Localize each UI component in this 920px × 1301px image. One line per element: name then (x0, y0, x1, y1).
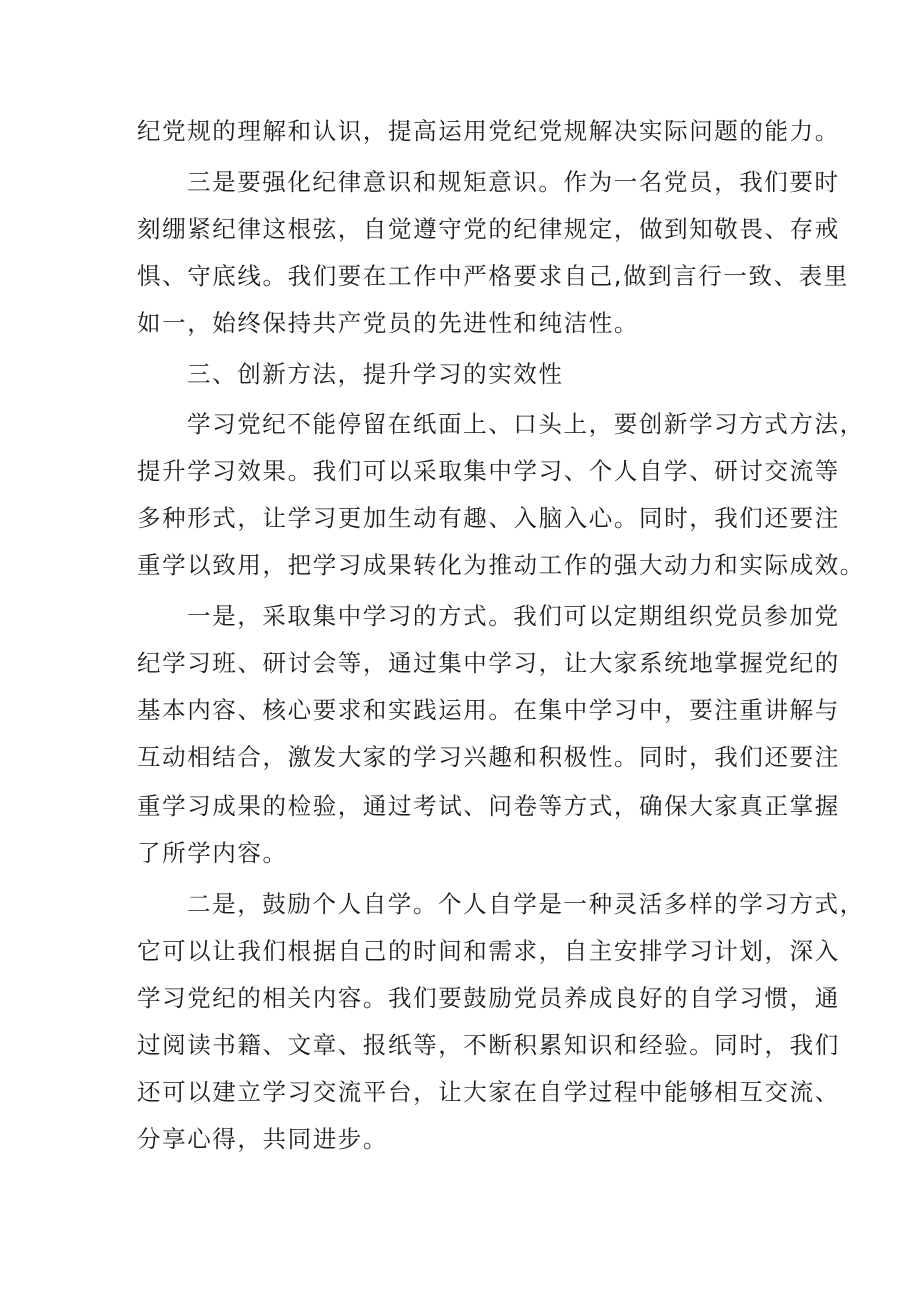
text-line: 二是，鼓励个人自学。个人自学是一种灵活多样的学习方式， (187, 890, 865, 918)
text-line: 基本内容、核心要求和实践运用。在集中学习中，要注重讲解与 (137, 696, 840, 724)
text-line: 纪学习班、研讨会等，通过集中学习，让大家系统地掌握党纪的 (137, 649, 840, 677)
text-line: 多种形式，让学习更加生动有趣、入脑入心。同时，我们还要注 (137, 504, 840, 532)
text-line: 刻绷紧纪律这根弦，自觉遵守党的纪律规定，做到知敬畏、存戒 (137, 215, 840, 243)
text-line: 重学以致用，把学习成果转化为推动工作的强大动力和实际成效。 (137, 551, 865, 579)
text-line: 惧、守底线。我们要在工作中严格要求自己,做到言行一致、表里 (137, 262, 849, 290)
text-line: 分享心得，共同进步。 (137, 1125, 388, 1153)
text-line: 三是要强化纪律意识和规矩意识。作为一名党员，我们要时 (187, 168, 840, 196)
text-line: 还可以建立学习交流平台，让大家在自学过程中能够相互交流、 (137, 1078, 840, 1106)
text-line: 学习党纪的相关内容。我们要鼓励党员养成良好的自学习惯，通 (137, 984, 840, 1012)
text-line: 学习党纪不能停留在纸面上、口头上，要创新学习方式方法， (187, 410, 865, 438)
text-line: 了所学内容。 (137, 839, 288, 867)
text-line: 重学习成果的检验，通过考试、问卷等方式，确保大家真正掌握 (137, 792, 840, 820)
text-line: 过阅读书籍、文章、报纸等，不断积累知识和经验。同时，我们 (137, 1031, 840, 1059)
text-line: 纪党规的理解和认识，提高运用党纪党规解决实际问题的能力。 (137, 117, 840, 145)
text-line: 它可以让我们根据自己的时间和需求，自主安排学习计划，深入 (137, 937, 840, 965)
section-heading: 三、创新方法，提升学习的实效性 (187, 360, 564, 388)
text-line: 一是，采取集中学习的方式。我们可以定期组织党员参加党 (187, 602, 840, 630)
text-line: 提升学习效果。我们可以采取集中学习、个人自学、研讨交流等 (137, 457, 840, 485)
text-line: 如一，始终保持共产党员的先进性和纯洁性。 (137, 309, 639, 337)
text-line: 互动相结合，激发大家的学习兴趣和积极性。同时，我们还要注 (137, 743, 840, 771)
